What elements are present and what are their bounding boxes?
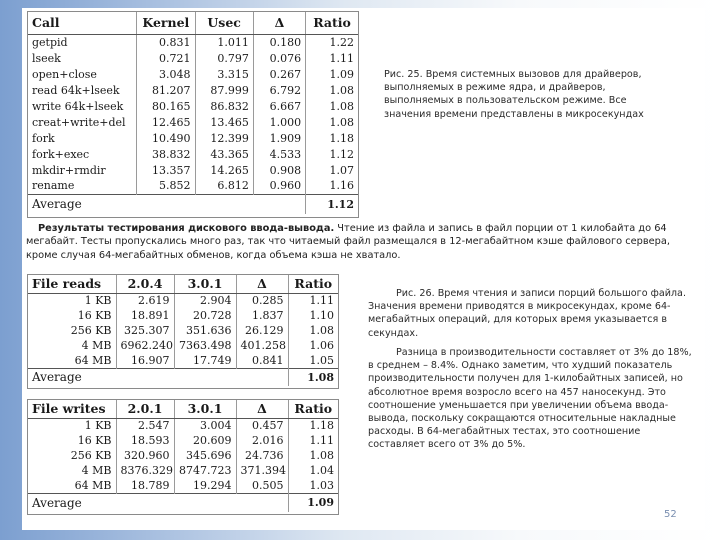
average-label: Average [28, 368, 116, 386]
table-cell: 2.547 [116, 418, 174, 433]
disk-io-paragraph [26, 222, 696, 262]
page-number: 52 [664, 509, 677, 520]
table-cell: 43.365 [195, 146, 253, 162]
table-cell: 14.265 [195, 162, 253, 178]
column-header: Δ [236, 400, 288, 418]
row-label: 16 KB [77, 434, 112, 447]
row-label: 4 MB [81, 339, 112, 352]
table-row [28, 448, 338, 463]
table-cell: 19.294 [174, 478, 236, 493]
table-cell: 351.636 [174, 323, 236, 338]
row-label: creat+write+del [32, 115, 126, 129]
table-cell: 1.837 [236, 308, 288, 323]
table-cell: 3.315 [195, 66, 253, 82]
table-cell: 0.505 [236, 478, 288, 493]
table-cell: 13.465 [195, 114, 253, 130]
table-cell: 1.12 [306, 146, 358, 162]
table-cell: 2.016 [236, 433, 288, 448]
table-cell: 38.832 [137, 146, 195, 162]
table-cell: 81.207 [137, 82, 195, 98]
table-cell: 0.721 [137, 50, 195, 66]
table-row [28, 162, 358, 178]
disk-io-text: Чтение из файла и запись в файл порции от 1 килобайта до 64 мегабайт. Тесты пропускались много раз, так что читаемый файл размещался в 12-мегабайтном кэше файлового сервера, кроме случая 64-мегабайтных обменов, когда объема кэша не хватало. [26, 223, 670, 261]
table-cell: 0.457 [236, 418, 288, 433]
table-cell: 20.728 [174, 308, 236, 323]
table-cell: 0.831 [137, 34, 195, 50]
row-label: fork+exec [32, 147, 90, 161]
column-header: Ratio [306, 12, 358, 34]
row-label: open+close [32, 67, 97, 81]
table-cell: 3.004 [174, 418, 236, 433]
table-cell: 26.129 [236, 323, 288, 338]
table-cell: 0.285 [236, 293, 288, 308]
table-cell: 1.11 [306, 50, 358, 66]
table-cell: 1.18 [288, 418, 338, 433]
table-cell: 0.180 [253, 34, 305, 50]
column-header: Δ [236, 275, 288, 293]
column-header: Usec [195, 12, 253, 34]
table-cell: 0.908 [253, 162, 305, 178]
column-header: 2.0.4 [116, 275, 174, 293]
row-label: fork [32, 131, 55, 145]
table-cell: 87.999 [195, 82, 253, 98]
table-cell: 20.609 [174, 433, 236, 448]
table-cell: 18.593 [116, 433, 174, 448]
row-label: read 64k+lseek [32, 83, 120, 97]
table-row [28, 98, 358, 114]
average-gap [116, 493, 288, 512]
table-cell: 13.357 [137, 162, 195, 178]
table-cell: 8747.723 [174, 463, 236, 478]
table-cell: 0.267 [253, 66, 305, 82]
row-label: lseek [32, 51, 61, 65]
file-writes-table [27, 399, 339, 515]
table-cell: 1.909 [253, 130, 305, 146]
column-header: 2.0.1 [116, 400, 174, 418]
table-cell: 371.394 [236, 463, 288, 478]
table-row [28, 338, 338, 353]
table-cell: 6962.240 [116, 338, 174, 353]
column-header: Call [28, 12, 137, 34]
table-row [28, 353, 338, 368]
average-row [28, 194, 358, 214]
table-cell: 1.08 [306, 114, 358, 130]
table-row [28, 82, 358, 98]
table-cell: 345.696 [174, 448, 236, 463]
disk-io-heading: Результаты тестирования дискового ввода-вывода. [38, 223, 335, 234]
table-cell: 1.08 [306, 98, 358, 114]
table-row [28, 478, 338, 493]
table-cell: 325.307 [116, 323, 174, 338]
table-cell: 86.832 [195, 98, 253, 114]
table-row [28, 433, 338, 448]
performance-paragraph: Разница в производительности составляет от 3% до 18%, в среднем – 8.4%. Однако заметим, что худший показатель производительности получен для 1-килобайтных записей, но абсолютное время возросло всего на 457 наносекунд. Это соотношение уменьшается при увеличении объема ввода-вывода, поскольку сокращаются относительные накладные расходы. В 64-мегабайтных тестах, это соотношение составляет всего от 3% до 5%. [368, 347, 692, 451]
average-gap [116, 368, 288, 386]
table-row [28, 418, 338, 433]
table-cell: 8376.329 [116, 463, 174, 478]
table-cell: 1.04 [288, 463, 338, 478]
table-row [28, 114, 358, 130]
row-label: 64 MB [74, 478, 112, 492]
row-label: 1 KB [84, 419, 112, 433]
table-row [28, 293, 338, 308]
row-label: 256 KB [70, 324, 112, 337]
average-row [28, 368, 338, 386]
average-label: Average [28, 194, 137, 214]
figure-26-caption: Рис. 26. Время чтения и записи порций большого файла. Значения времени приводятся в микросекундах, кроме 64-мегабайтных операций, для которых время указывается в секундах. [368, 288, 686, 339]
column-header: Δ [253, 12, 305, 34]
table-cell: 0.076 [253, 50, 305, 66]
table-row [28, 50, 358, 66]
table-cell: 4.533 [253, 146, 305, 162]
table-cell: 6.812 [195, 178, 253, 194]
table-cell: 0.841 [236, 353, 288, 368]
average-value: 1.09 [288, 493, 338, 512]
table-row [28, 323, 338, 338]
column-header: 3.0.1 [174, 400, 236, 418]
row-label: write 64k+lseek [32, 99, 124, 113]
table-cell: 1.05 [288, 353, 338, 368]
table-cell: 10.490 [137, 130, 195, 146]
column-header: File reads [28, 275, 116, 293]
table-cell: 1.06 [288, 338, 338, 353]
column-header: Kernel [137, 12, 195, 34]
figure-25-caption: Рис. 25. Время системных вызовов для драйверов, выполняемых в режиме ядра, и драйверов, выполняемых в пользовательском режиме. Все значения времени представлены в микросекундах [384, 69, 644, 120]
table-row [28, 130, 358, 146]
table-cell: 24.736 [236, 448, 288, 463]
average-value: 1.08 [288, 368, 338, 386]
table-cell: 1.08 [288, 448, 338, 463]
table-cell: 18.789 [116, 478, 174, 493]
syscall-timing-table [27, 11, 359, 218]
table-cell: 3.048 [137, 66, 195, 82]
table-cell: 6.792 [253, 82, 305, 98]
row-label: mkdir+rmdir [32, 163, 106, 177]
table-cell: 1.08 [288, 323, 338, 338]
table-row [28, 66, 358, 82]
table-cell: 1.22 [306, 34, 358, 50]
row-label: 16 KB [77, 309, 112, 322]
table-cell: 320.960 [116, 448, 174, 463]
table-cell: 1.11 [288, 293, 338, 308]
row-label: 1 KB [84, 294, 112, 308]
row-label: 4 MB [81, 464, 112, 477]
table-cell: 2.904 [174, 293, 236, 308]
table-row [28, 146, 358, 162]
row-label: 64 MB [74, 353, 112, 367]
table-row [28, 463, 338, 478]
column-header: Ratio [288, 275, 338, 293]
row-label: getpid [32, 35, 68, 49]
column-header: 3.0.1 [174, 275, 236, 293]
table-cell: 1.18 [306, 130, 358, 146]
row-label: 256 KB [70, 449, 112, 462]
table-cell: 1.10 [288, 308, 338, 323]
table-cell: 18.891 [116, 308, 174, 323]
average-value: 1.12 [306, 194, 358, 214]
table-cell: 7363.498 [174, 338, 236, 353]
table-cell: 1.000 [253, 114, 305, 130]
table-cell: 6.667 [253, 98, 305, 114]
table-cell: 1.09 [306, 66, 358, 82]
column-header: Ratio [288, 400, 338, 418]
table-cell: 1.07 [306, 162, 358, 178]
table-cell: 0.960 [253, 178, 305, 194]
table-row [28, 308, 338, 323]
table-cell: 5.852 [137, 178, 195, 194]
table-row [28, 178, 358, 194]
table-cell: 0.797 [195, 50, 253, 66]
average-label: Average [28, 493, 116, 512]
table-cell: 80.165 [137, 98, 195, 114]
average-row [28, 493, 338, 512]
table-row [28, 34, 358, 50]
table-cell: 16.907 [116, 353, 174, 368]
table-cell: 1.16 [306, 178, 358, 194]
table-cell: 401.258 [236, 338, 288, 353]
column-header: File writes [28, 400, 116, 418]
table-cell: 1.011 [195, 34, 253, 50]
table-cell: 2.619 [116, 293, 174, 308]
row-label: rename [32, 179, 75, 193]
table-cell: 1.11 [288, 433, 338, 448]
table-cell: 12.399 [195, 130, 253, 146]
table-cell: 1.03 [288, 478, 338, 493]
table-cell: 12.465 [137, 114, 195, 130]
table-cell: 17.749 [174, 353, 236, 368]
average-gap [137, 194, 306, 214]
file-reads-table [27, 274, 339, 389]
table-cell: 1.08 [306, 82, 358, 98]
